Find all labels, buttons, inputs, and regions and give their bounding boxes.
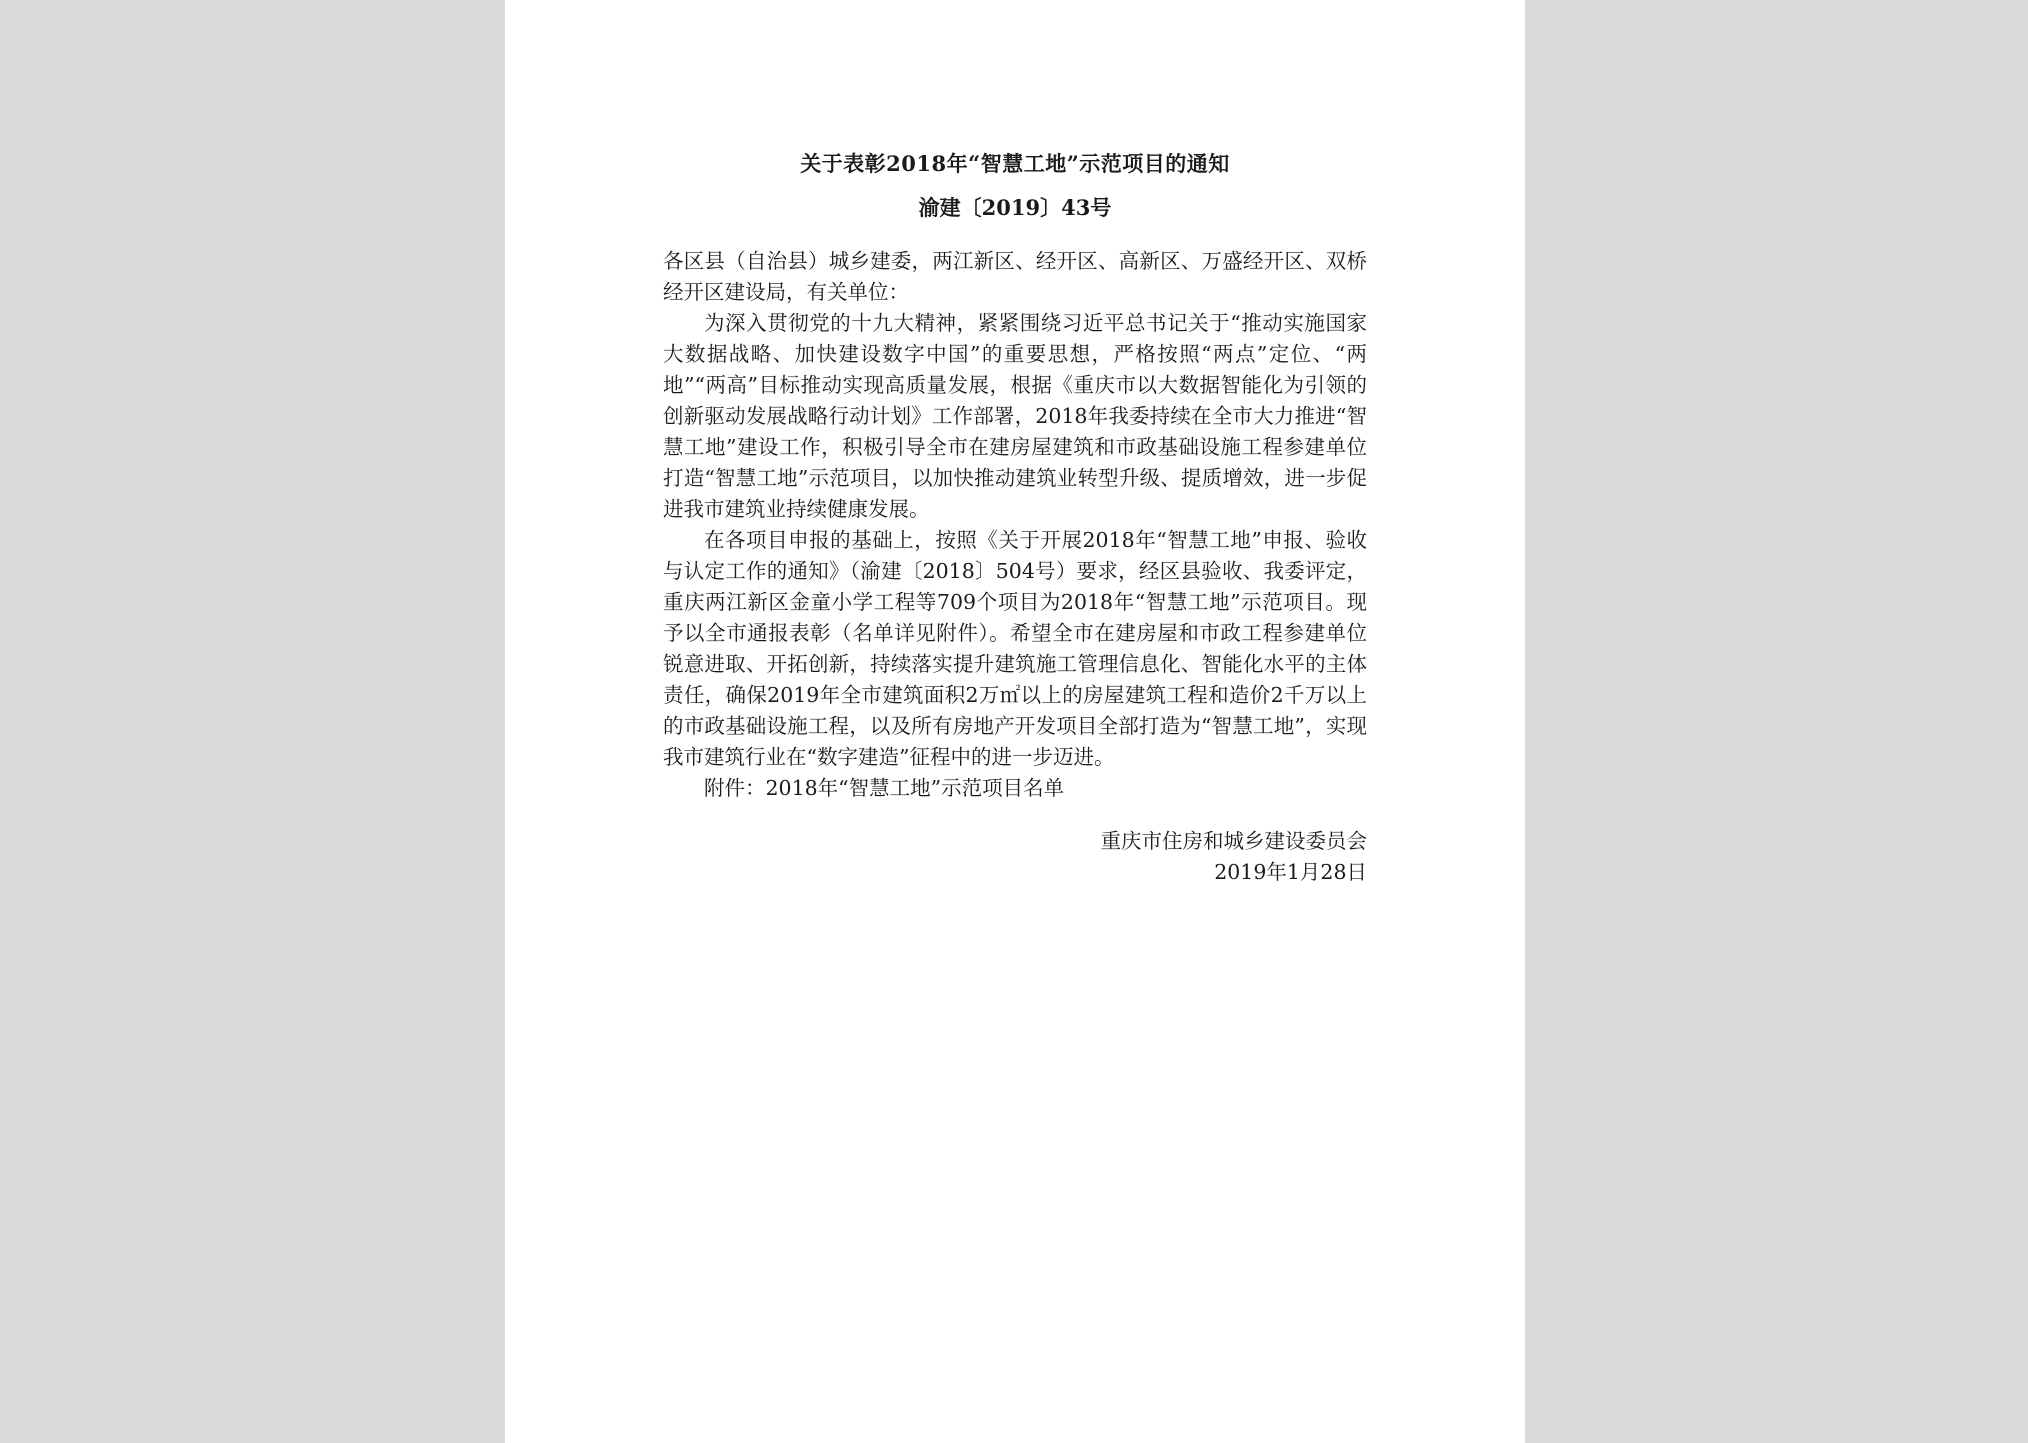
attachment-line: 附件：2018年“智慧工地”示范项目名单	[704, 776, 1065, 800]
document-content	[663, 144, 1367, 888]
document-number: 渝建〔2019〕43号	[918, 195, 1112, 220]
document-title: 关于表彰2018年“智慧工地”示范项目的通知	[800, 151, 1230, 176]
issuer-name: 重庆市住房和城乡建设委员会	[1100, 829, 1367, 853]
signature-block	[663, 826, 1367, 888]
body-paragraph-1: 为深入贯彻党的十九大精神，紧紧围绕习近平总书记关于“推动实施国家大数据战略、加快建设数字中国”的重要思想，严格按照“两点”定位、“两地”“两高”目标推动实现高质量发展，根据《重庆市以大数据智能化为引领的创新驱动发展战略行动计划》工作部署，2018年我委持续在全市大力推进“智慧工地”建设工作，积极引导全市在建房屋建筑和市政基础设施工程参建单位打造“智慧工地”示范项目，以加快推动建筑业转型升级、提质增效，进一步促进我市建筑业持续健康发展。	[663, 311, 1367, 521]
body-paragraph-2: 在各项目申报的基础上，按照《关于开展2018年“智慧工地”申报、验收与认定工作的通知》（渝建〔2018〕504号）要求，经区县验收、我委评定，重庆两江新区金童小学工程等709个项目为2018年“智慧工地”示范项目。现予以全市通报表彰（名单详见附件）。希望全市在建房屋和市政工程参建单位锐意进取、开拓创新，持续落实提升建筑施工管理信息化、智能化水平的主体责任，确保2019年全市建筑面积2万㎡以上的房屋建筑工程和造价2千万以上的市政基础设施工程，以及所有房地产开发项目全部打造为“智慧工地”，实现我市建筑行业在“数字建造”征程中的进一步迈进。	[663, 528, 1367, 769]
document-page	[505, 0, 1525, 1443]
issue-date: 2019年1月28日	[1214, 860, 1367, 884]
recipients-line: 各区县（自治县）城乡建委，两江新区、经开区、高新区、万盛经开区、双桥经开区建设局，有关单位：	[663, 249, 1367, 304]
